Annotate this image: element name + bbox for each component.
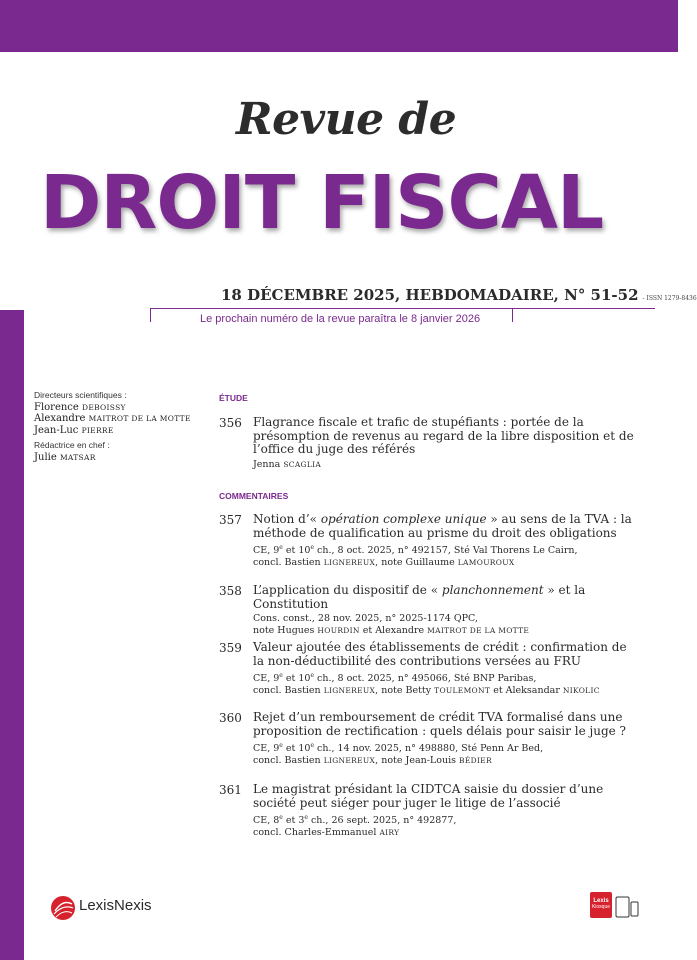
director-name: Alexandre MAITROT DE LA MOTTE <box>34 413 191 424</box>
tablet-phone-icon <box>615 896 639 918</box>
issn: - ISSN 1279-8436 <box>642 295 697 302</box>
next-issue-notice: Le prochain numéro de la revue paraîtra le 8 janvier 2026 <box>200 313 481 325</box>
article-title: Notion d’« opération complexe unique » au sens de la TVA : la méthode de qualification au prisme du droit des obligations <box>253 512 632 540</box>
header-rule-tick-left <box>150 308 151 322</box>
article-361[interactable] <box>219 783 639 838</box>
lexis-kiosque-icon: Lexis Kiosque <box>590 892 612 918</box>
article-number: 359 <box>219 641 242 655</box>
article-title: Le magistrat présidant la CIDTCA saisie du dossier d’une société peut siéger pour juger le litige de l’associé <box>253 782 604 810</box>
article-359[interactable] <box>219 641 639 696</box>
header-rule <box>150 308 655 309</box>
header-rule-tick-right <box>512 308 513 322</box>
article-title: Flagrance fiscale et trafic de stupéfiants : portée de la présomption de revenus au regard de la libre disposition et de l’office du juge des référés <box>253 415 634 456</box>
masthead-title-line2: DROIT FISCAL <box>40 160 604 246</box>
section-heading-commentaires: COMMENTAIRES <box>219 491 289 501</box>
article-reference: Cons. const., 28 nov. 2025, n° 2025-1174 QPC, note Hugues HOURDIN et Alexandre MAITROT DE LA MOTTE <box>253 613 530 636</box>
article-356[interactable] <box>219 416 639 470</box>
lexisnexis-logo-icon <box>50 895 76 921</box>
article-number: 357 <box>219 513 242 527</box>
editorial-board <box>34 390 209 463</box>
article-reference: CE, 8e et 3e ch., 26 sept. 2025, n° 492877, concl. Charles-Emmanuel AIRY <box>253 814 457 838</box>
directors-label: Directeurs scientifiques : <box>34 390 127 400</box>
masthead-title-line1: Revue de <box>236 94 457 145</box>
issue-date-line <box>221 286 697 304</box>
editor-name: Julie MATSAR <box>34 451 96 463</box>
article-title: Rejet d’un remboursement de crédit TVA formalisé dans une proposition de rectification : quels délais pour saisir le juge ? <box>253 710 626 738</box>
issue-date: 18 DÉCEMBRE 2025, HEBDOMADAIRE, N° 51-52 <box>221 286 639 304</box>
article-number: 356 <box>219 416 242 430</box>
article-title: Valeur ajoutée des établissements de crédit : confirmation de la non-déductibilité des contributions versées au FRU <box>253 640 627 668</box>
article-358[interactable] <box>219 584 639 636</box>
director-name: Florence DEBOISSY <box>34 401 126 413</box>
logo-wordmark: LexisNexis <box>79 897 152 914</box>
article-author: Jenna SCAGLIA <box>253 458 322 470</box>
article-title: L’application du dispositif de « planchonnement » et la Constitution <box>253 583 586 611</box>
article-reference: CE, 9e et 10e ch., 8 oct. 2025, n° 492157, Sté Val Thorens Le Cairn, concl. Bastien LIGNEREUX, note Guillaume LAMOUROUX <box>253 544 578 568</box>
editor-label: Rédactrice en chef : <box>34 440 110 450</box>
article-357[interactable] <box>219 513 639 568</box>
section-heading-etude: ÉTUDE <box>219 393 248 403</box>
article-reference: CE, 9e et 10e ch., 14 nov. 2025, n° 498880, Sté Penn Ar Bed, concl. Bastien LIGNEREUX, note Jean-Louis BÉDIER <box>253 742 544 766</box>
lexisnexis-logo <box>50 895 152 925</box>
director-name: Jean-Luc PIERRE <box>34 424 114 436</box>
top-purple-band <box>0 0 678 52</box>
article-number: 361 <box>219 783 242 797</box>
article-number: 360 <box>219 711 242 725</box>
left-purple-band <box>0 310 24 960</box>
article-360[interactable] <box>219 711 639 766</box>
article-number: 358 <box>219 584 242 598</box>
article-reference: CE, 9e et 10e ch., 8 oct. 2025, n° 495066, Sté BNP Paribas, concl. Bastien LIGNEREUX, note Betty TOULEMONT et Aleksandar NIKOLIC <box>253 672 600 696</box>
